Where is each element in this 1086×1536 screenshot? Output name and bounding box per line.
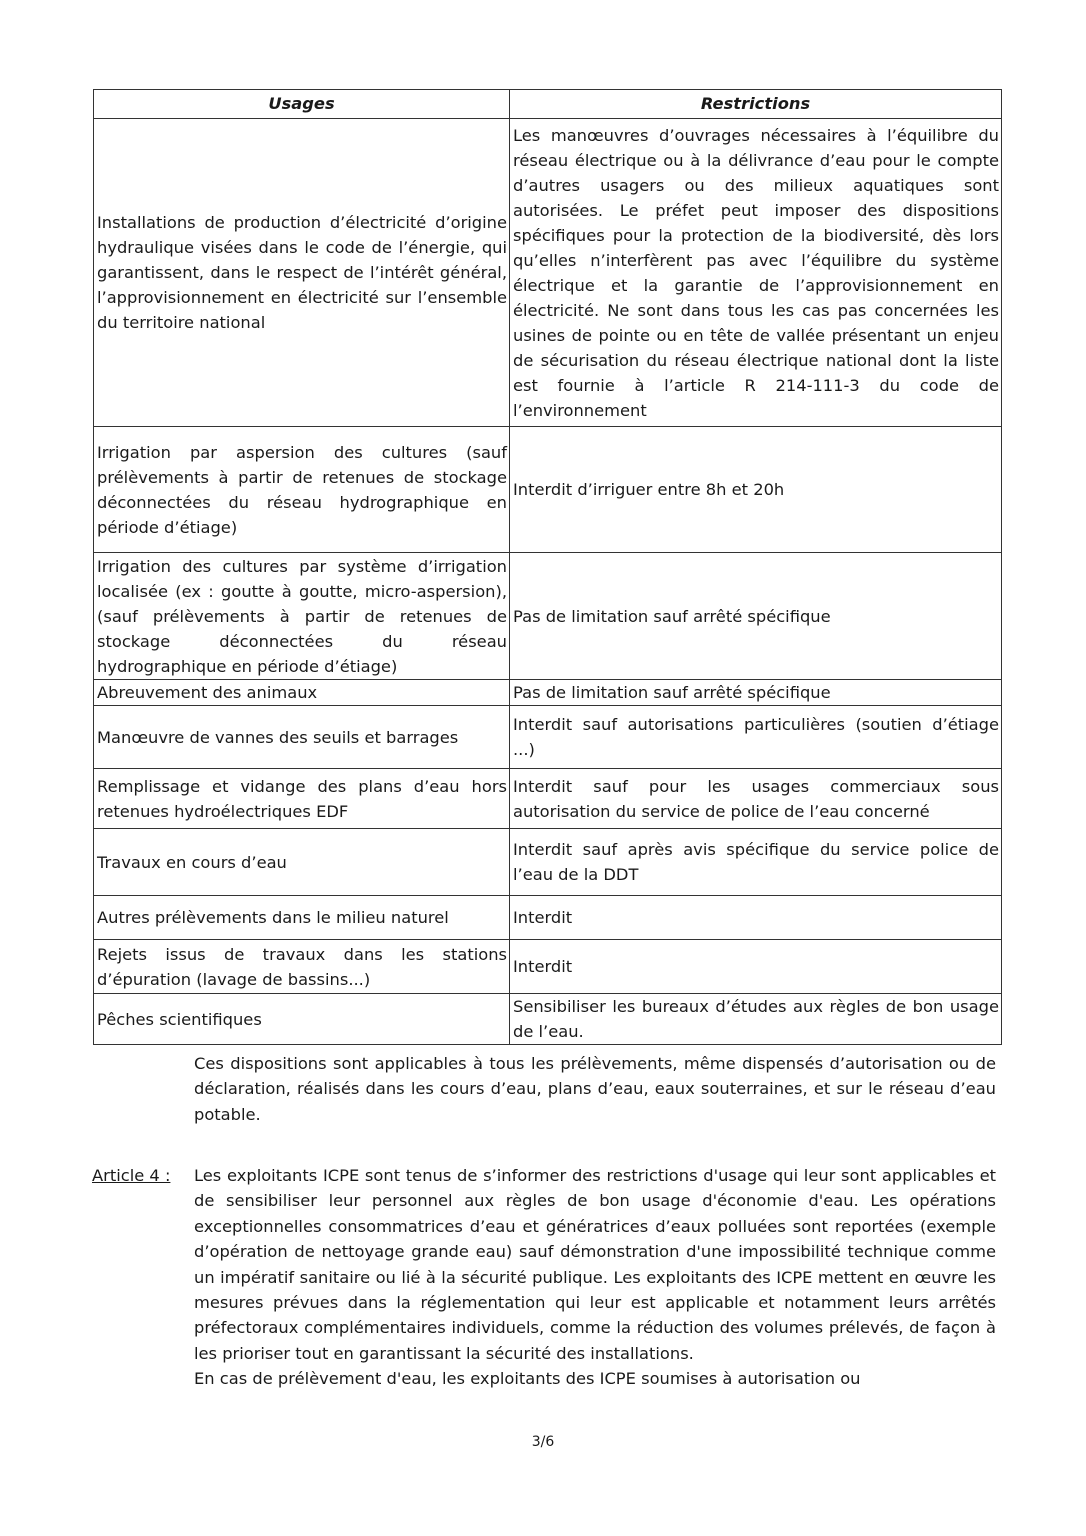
table-row <box>94 994 1002 1045</box>
restriction-cell: Interdit <box>510 940 1002 994</box>
table-row <box>94 769 1002 829</box>
usage-cell: Irrigation par aspersion des cultures (sauf prélèvements à partir de retenues de stockage déconnectées du réseau hydrographique en période d’étiage) <box>94 427 510 553</box>
restriction-cell: Interdit sauf autorisations particulières (soutien d’étiage ...) <box>510 706 1002 769</box>
restriction-cell: Interdit sauf pour les usages commerciaux sous autorisation du service de police de l’eau concerné <box>510 769 1002 829</box>
usage-cell: Installations de production d’électricité d’origine hydraulique visées dans le code de l’énergie, qui garantissent, dans le respect de l’intérêt général, l’approvisionnement en électricité sur l’ensemble du territoire national <box>94 119 510 427</box>
restrictions-table <box>93 89 1002 1045</box>
restriction-cell: Interdit d’irriguer entre 8h et 20h <box>510 427 1002 553</box>
usage-cell: Autres prélèvements dans le milieu naturel <box>94 896 510 940</box>
usage-cell: Abreuvement des animaux <box>94 680 510 706</box>
usage-cell: Irrigation des cultures par système d’irrigation localisée (ex : goutte à goutte, micro-aspersion), (sauf prélèvements à partir de retenues de stockage déconnectées du réseau hydrographique en période d’étiage) <box>94 553 510 680</box>
usage-cell: Rejets issus de travaux dans les stations d’épuration (lavage de bassins...) <box>94 940 510 994</box>
restriction-cell: Pas de limitation sauf arrêté spécifique <box>510 553 1002 680</box>
page-number: 3/6 <box>531 1434 555 1450</box>
restriction-cell: Interdit <box>510 896 1002 940</box>
table-row <box>94 680 1002 706</box>
article-4-body <box>194 1163 996 1392</box>
table-row <box>94 119 1002 427</box>
usage-cell: Travaux en cours d’eau <box>94 829 510 896</box>
restriction-cell: Les manœuvres d’ouvrages nécessaires à l’équilibre du réseau électrique ou à la délivrance d’eau pour le compte d’autres usagers ou des milieux aquatiques sont autorisées. Le préfet peut imposer des dispositions spécifiques pour la protection de la biodiversité, dès lors qu’elles n’interfèrent pas avec l’équilibre du système électrique et la garantie de l’approvisionnement en électricité. Ne sont dans tous les cas pas concernées les usines de pointe ou en tête de vallée présentant un enjeu de sécurisation du réseau électrique national dont la liste est fournie à l’article R 214-111-3 du code de l’environnement <box>510 119 1002 427</box>
table-row <box>94 896 1002 940</box>
usage-cell: Manœuvre de vannes des seuils et barrages <box>94 706 510 769</box>
article-4-paragraph: Les exploitants ICPE sont tenus de s’informer des restrictions d'usage qui leur sont applicables et de sensibiliser leur personnel aux règles de bon usage d'économie d'eau. Les opérations exceptionnelles consommatrices d’eau et génératrices d’eaux polluées sont reportées (exemple d’opération de nettoyage grande eau) sauf démonstration d'une impossibilité technique comme un impératif sanitaire ou lié à la sécurité publique. Les exploitants des ICPE mettent en œuvre les mesures prévues dans la réglementation qui leur est applicable et notamment leurs arrêtés préfectoraux complémentaires individuels, comme la réduction des volumes prélevés, de façon à les prioriser tout en garantissant la sécurité des installations. <box>194 1166 996 1363</box>
restriction-cell: Interdit sauf après avis spécifique du service police de l’eau de la DDT <box>510 829 1002 896</box>
header-restrictions: Restrictions <box>510 90 1002 119</box>
article-4-label: Article 4 : <box>92 1166 171 1185</box>
table-row <box>94 427 1002 553</box>
usage-cell: Pêches scientifiques <box>94 994 510 1045</box>
table-row <box>94 553 1002 680</box>
table-row <box>94 940 1002 994</box>
table-row <box>94 706 1002 769</box>
usage-cell: Remplissage et vidange des plans d’eau hors retenues hydroélectriques EDF <box>94 769 510 829</box>
restriction-cell: Sensibiliser les bureaux d’études aux règles de bon usage de l’eau. <box>510 994 1002 1045</box>
restriction-cell: Pas de limitation sauf arrêté spécifique <box>510 680 1002 706</box>
header-usages: Usages <box>94 90 510 119</box>
article-4-paragraph: En cas de prélèvement d'eau, les exploitants des ICPE soumises à autorisation ou <box>194 1369 861 1389</box>
table-row <box>94 829 1002 896</box>
applicability-note: Ces dispositions sont applicables à tous les prélèvements, même dispensés d’autorisation ou de déclaration, réalisés dans les cours d’eau, plans d’eau, eaux souterraines, et sur le réseau d’eau potable. <box>194 1054 996 1124</box>
table-header-row <box>94 90 1002 119</box>
